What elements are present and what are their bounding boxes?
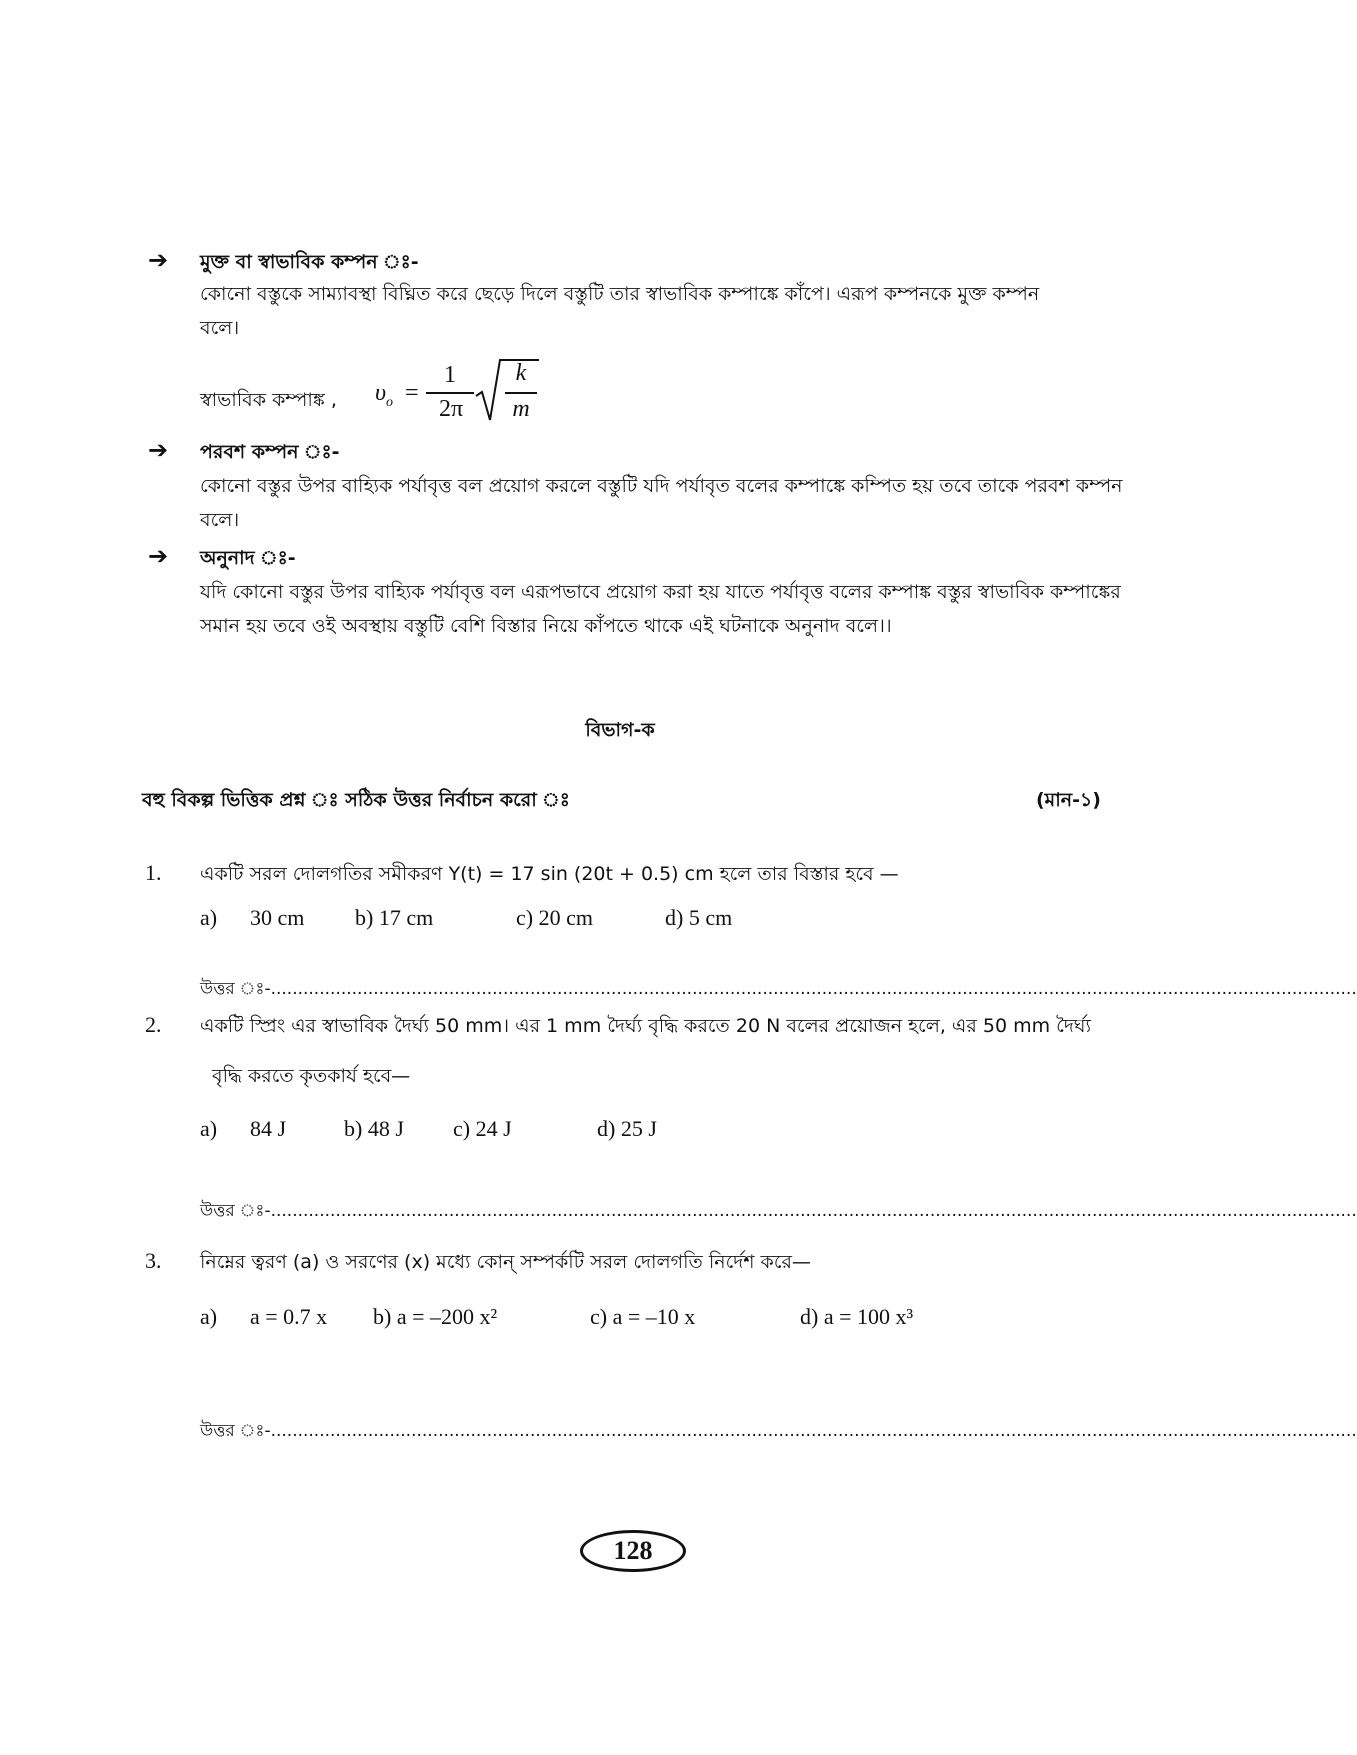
option-label: a) [200,1116,218,1141]
section-heading: অনুনাদ ঃ- [200,547,296,569]
section-body-line: কোনো বস্তুর উপর বাহ্যিক পর্যাবৃত্ত বল প্রয়োগ করলে বস্তুটি যদি পর্যাবৃত বলের কম্পাঙ্কে কম্পিত হয় তবে তাকে পরবশ কম্পন [200,475,1123,497]
option-b: b) 17 cm [355,905,434,930]
question-number: 1. [145,860,162,885]
page-number-text: 128 [613,1536,653,1565]
section-body-line: সমান হয় তবে ওই অবস্থায় বস্তুটি বেশি বিস্তার নিয়ে কাঁপতে থাকে এই ঘটনাকে অনুনাদ বলে।। [200,615,892,637]
question-number: 2. [145,1012,162,1037]
option-a: 30 cm [250,905,305,930]
question-text: একটি সরল দোলগতির সমীকরণ Y(t) = 17 sin (20t + 0.5) cm হলে তার বিস্তার হবে — [200,863,899,885]
section-body-line: বলে। [200,509,240,531]
arrow-icon: ➔ [148,246,169,274]
part-title: বিভাগ-ক [585,719,655,741]
mcq-heading: বহু বিকল্প ভিত্তিক প্রশ্ন ঃ সঠিক উত্তর নির্বাচন করো ঃ [142,789,570,811]
formula-lhs [375,380,419,411]
formula-symbol: υ [375,380,387,406]
answer-line: উত্তর ঃ-......................................................................................................................................................................................................... [200,979,1357,999]
option-d: d) 25 J [597,1116,657,1141]
fraction-bar [426,392,474,394]
formula-root-numerator: k [515,360,527,386]
answer-line: উত্তর ঃ-......................................................................................................................................................................................................... [200,1201,1357,1221]
option-a: a = 0.7 x [250,1304,328,1329]
question-text-cont: বৃদ্ধি করতে কৃতকার্য হবে— [212,1065,411,1087]
option-label: a) [200,1304,218,1329]
formula-subscript: o [386,394,394,410]
option-d: d) a = 100 x³ [800,1304,914,1329]
question-text: নিম্নের ত্বরণ (a) ও সরণের (x) মধ্যে কোন্ সম্পর্কটি সরল দোলগতি নির্দেশ করে— [200,1251,811,1273]
section-body-line: যদি কোনো বস্তুর উপর বাহ্যিক পর্যাবৃত্ত বল এরূপভাবে প্রয়োগ করা হয় যাতে পর্যাবৃত্ত বলের কম্পাঙ্ক বস্তুর স্বাভাবিক কম্পাঙ্কের [200,581,1121,603]
section-body-line: বলে। [200,317,240,339]
root-fraction-bar [505,392,537,394]
answer-line: উত্তর ঃ-......................................................................................................................................................................................................... [200,1421,1357,1441]
formula-fraction-denominator: 2π [438,396,464,422]
option-b: b) a = –200 x² [373,1304,498,1329]
section-body-line: কোনো বস্তুকে সাম্যাবস্থা বিঘ্নিত করে ছেড়ে দিলে বস্তুটি তার স্বাভাবিক কম্পাঙ্কে কাঁপে। এরূপ কম্পনকে মুক্ত কম্পন [200,283,1040,305]
formula-equals: = [405,380,419,406]
option-c: c) a = –10 x [590,1304,696,1329]
arrow-icon: ➔ [148,542,169,570]
formula-root-denominator: m [512,396,530,422]
page-number [580,1530,686,1572]
question-number: 3. [145,1248,162,1273]
section-heading: পরবশ কম্পন ঃ- [200,441,340,463]
formula-label: স্বাভাবিক কম্পাঙ্ক , [200,389,337,411]
option-c: c) 24 J [453,1116,512,1141]
option-d: d) 5 cm [665,905,733,930]
section-heading: মুক্ত বা স্বাভাবিক কম্পন ঃ- [200,251,419,273]
formula-fraction-numerator: 1 [444,362,456,388]
option-c: c) 20 cm [516,905,593,930]
option-a: 84 J [250,1116,287,1141]
option-b: b) 48 J [344,1116,404,1141]
option-label: a) [200,905,218,930]
arrow-icon: ➔ [148,436,169,464]
question-text: একটি স্প্রিং এর স্বাভাবিক দৈর্ঘ্য 50 mm। এর 1 mm দৈর্ঘ্য বৃদ্ধি করতে 20 N বলের প্রয়োজন হলে, এর 50 mm দৈর্ঘ্য [200,1015,1092,1037]
sqrt-icon [474,358,504,424]
marks-label: (মান-১) [1036,789,1101,811]
